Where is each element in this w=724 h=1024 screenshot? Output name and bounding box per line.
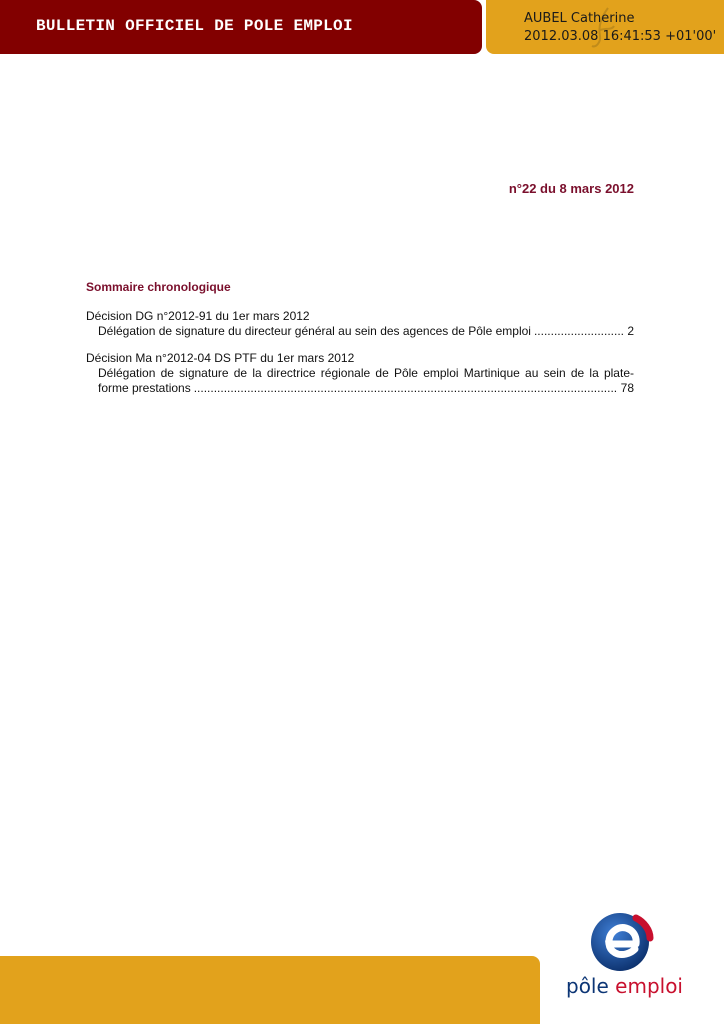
toc-entry[interactable] xyxy=(86,351,634,396)
signer-name: AUBEL Catherine xyxy=(524,11,635,26)
toc-entry[interactable] xyxy=(86,309,634,339)
issue-number: n°22 du 8 mars 2012 xyxy=(508,181,634,196)
footer-bar xyxy=(0,956,540,1024)
toc-entry-description-cont: forme prestations xyxy=(98,381,191,395)
signature-datetime: 2012.03.08 16:41:53 +01'00' xyxy=(524,29,717,44)
leader-dots xyxy=(194,381,618,396)
pole-emploi-logo-icon xyxy=(562,912,658,974)
digital-signature-box[interactable] xyxy=(486,0,724,54)
toc-page-number: 2 xyxy=(627,324,634,338)
toc-entry-title: Décision DG n°2012-91 du 1er mars 2012 xyxy=(86,309,310,323)
summary-heading: Sommaire chronologique xyxy=(86,280,231,294)
logo-text-part1: pôle xyxy=(566,974,609,998)
header-bar xyxy=(0,0,482,54)
toc-entry-description: Délégation de signature de la directrice régionale de Pôle emploi Martinique au sein de la plate- xyxy=(98,366,634,380)
pole-emploi-logo-text xyxy=(566,974,683,998)
toc-entry-description: Délégation de signature du directeur général au sein des agences de Pôle emploi xyxy=(98,324,531,338)
bulletin-title: BULLETIN OFFICIEL DE POLE EMPLOI xyxy=(36,17,353,35)
toc-entry-title: Décision Ma n°2012-04 DS PTF du 1er mars 2012 xyxy=(86,351,355,365)
toc-entry-line xyxy=(86,381,634,396)
logo-text-part2: emploi xyxy=(615,974,683,998)
leader-dots xyxy=(534,324,624,339)
toc-page-number: 78 xyxy=(620,381,634,395)
toc-entry-line xyxy=(86,324,634,339)
